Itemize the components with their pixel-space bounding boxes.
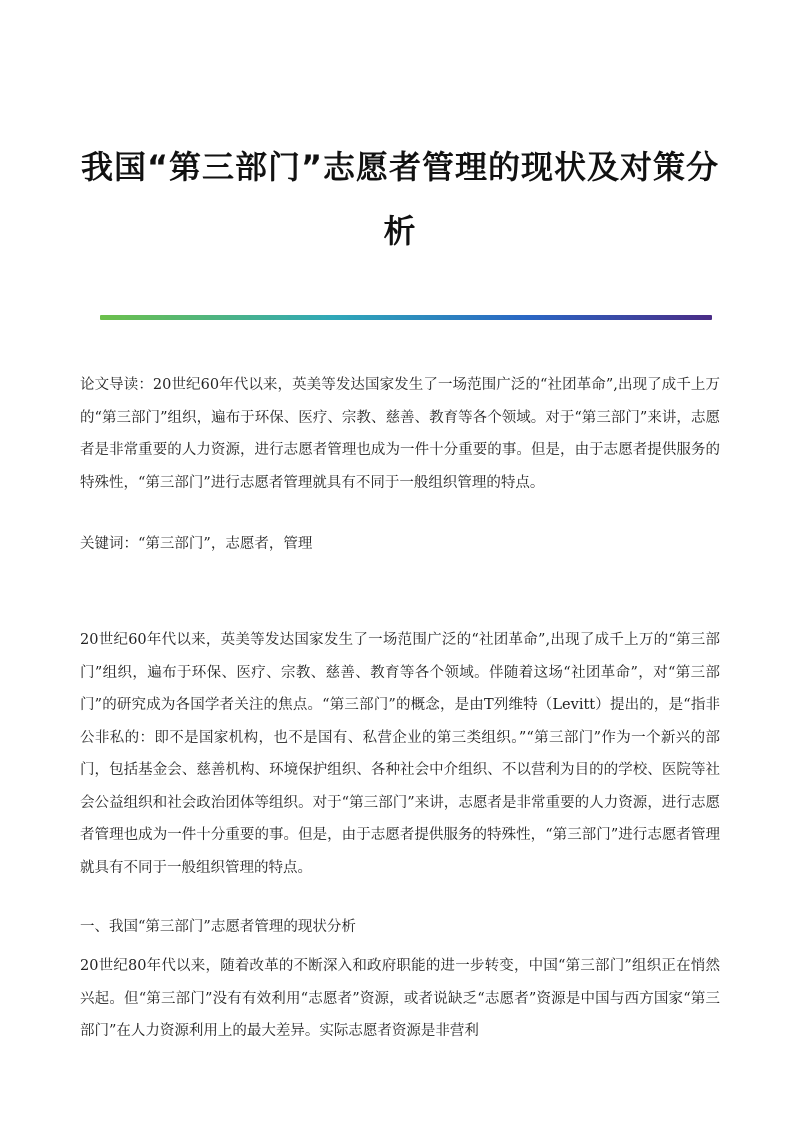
body-paragraph-1: 20世纪60年代以来，英美等发达国家发生了一场范围广泛的“社团革命”,出现了成千上万的“第三部门”组织，遍布于环保、医疗、宗教、慈善、教育等各个领域。伴随着这场“社团革命”，对“第三部门”的研究成为各国学者关注的焦点。“第三部门”的概念，是由T列维特（Levitt）提出的，是“指非公非私的：即不是国家机构，也不是国有、私营企业的第三类组织。”“第三部门”作为一个新兴的部门，包括基金会、慈善机构、环境保护组织、各种社会中介组织、不以营利为目的的学校、医院等社会公益组织和社会政治团体等组织。对于“第三部门”来讲，志愿者是非常重要的人力资源，进行志愿者管理也成为一件十分重要的事。但是，由于志愿者提供服务的特殊性，“第三部门”进行志愿者管理就具有不同于一般组织管理的特点。 [80,632,720,876]
abstract-paragraph: 论文导读：20世纪60年代以来，英美等发达国家发生了一场范围广泛的“社团革命”,出现了成千上万的“第三部门”组织，遍布于环保、医疗、宗教、慈善、教育等各个领域。对于“第三部门”来讲，志愿者是非常重要的人力资源，进行志愿者管理也成为一件十分重要的事。但是，由于志愿者提供服务的特殊性，“第三部门”进行志愿者管理就具有不同于一般组织管理的特点。 [80,377,720,491]
body-paragraph-2: 20世纪80年代以来，随着改革的不断深入和政府职能的进一步转变，中国“第三部门”组织正在悄然兴起。但“第三部门”没有有效利用“志愿者”资源，或者说缺乏“志愿者”资源是中国与西方国家“第三部门”在人力资源利用上的最大差异。实际志愿者资源是非营利 [80,958,720,1039]
keywords-line: 关键词：“第三部门”，志愿者，管理 [80,536,313,552]
document-title: 我国“第三部门”志愿者管理的现状及对策分析 [80,148,720,250]
section-heading-1: 一、我国“第三部门”志愿者管理的现状分析 [80,919,356,935]
title-divider [100,315,712,320]
